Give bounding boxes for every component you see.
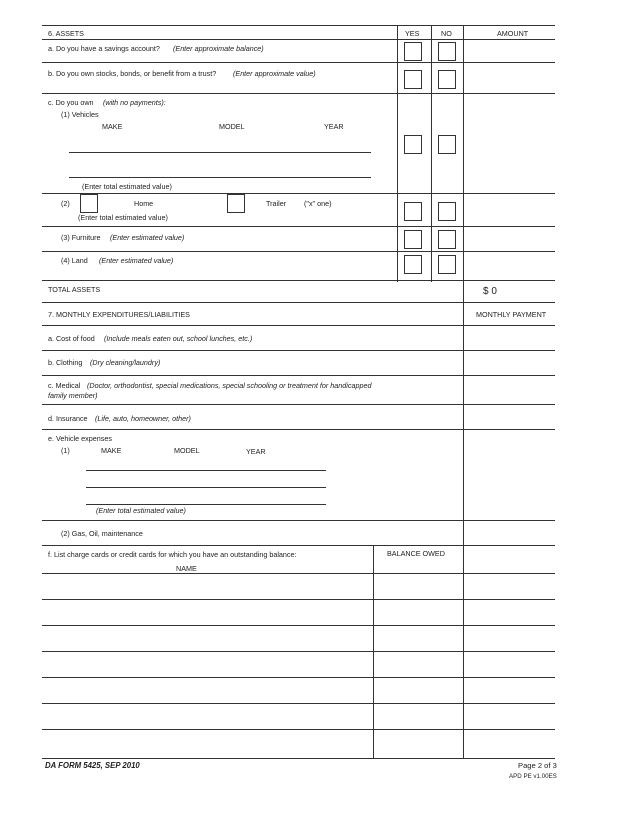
expense-total-hint: (Enter total estimated value) (96, 506, 186, 515)
food-label: a. Cost of food (48, 334, 95, 343)
bottom-border (42, 758, 555, 759)
vehicles-no-checkbox[interactable] (438, 135, 456, 154)
form-version: APD PE v1.00ES (509, 773, 557, 780)
vehicle-expenses-label: e. Vehicle expenses (48, 434, 112, 443)
card-row-5[interactable] (42, 677, 555, 678)
no-header: NO (441, 29, 452, 38)
expenditures-title: 7. MONTHLY EXPENDITURES/LIABILITIES (48, 310, 190, 319)
clothing-label: b. Clothing (48, 358, 83, 367)
yes-header: YES (405, 29, 420, 38)
amount-header: AMOUNT (497, 29, 529, 38)
card-row-1[interactable] (42, 573, 555, 574)
charge-cards-label: f. List charge cards or credit cards for which you have an outstanding balance: (48, 550, 297, 559)
total-assets-label: TOTAL ASSETS (48, 285, 101, 294)
row-divider (42, 193, 555, 194)
own-label: c. Do you own (48, 98, 94, 107)
monthly-payment-header: MONTHLY PAYMENT (476, 310, 547, 319)
top-border (42, 25, 555, 26)
card-row-3[interactable] (42, 625, 555, 626)
row-divider (42, 93, 555, 94)
land-yes-checkbox[interactable] (404, 255, 422, 274)
trailer-label: Trailer (266, 199, 287, 208)
home-checkbox[interactable] (80, 194, 98, 213)
home-total-hint: (Enter total estimated value) (78, 213, 168, 222)
vehicle-line-1[interactable] (69, 152, 371, 153)
row-divider (42, 62, 555, 63)
total-assets-value: $ 0 (483, 286, 497, 297)
furniture-label: (3) Furniture (61, 233, 101, 242)
row-divider (42, 520, 555, 521)
stocks-yes-checkbox[interactable] (404, 70, 422, 89)
furniture-hint: (Enter estimated value) (110, 233, 185, 242)
savings-yes-checkbox[interactable] (404, 42, 422, 61)
expense-vehicle-line-2[interactable] (86, 487, 326, 488)
card-row-7[interactable] (42, 729, 555, 730)
row-divider (42, 404, 555, 405)
insurance-label: d. Insurance (48, 414, 88, 423)
row-divider (42, 545, 555, 546)
home-trailer-number: (2) (61, 199, 70, 208)
yes-column-left (397, 25, 398, 282)
gas-oil-label: (2) Gas, Oil, maintenance (61, 529, 143, 538)
card-row-6[interactable] (42, 703, 555, 704)
land-label: (4) Land (61, 256, 88, 265)
vehicle-year-header: YEAR (324, 122, 344, 131)
vehicle-expense-number: (1) (61, 446, 70, 455)
yes-no-divider (431, 25, 432, 282)
insurance-hint: (Life, auto, homeowner, other) (95, 414, 191, 423)
x-one-label: ("x" one) (304, 199, 332, 208)
furniture-yes-checkbox[interactable] (404, 230, 422, 249)
row-divider (42, 302, 555, 303)
vehicles-yes-checkbox[interactable] (404, 135, 422, 154)
vehicle-make-header: MAKE (102, 122, 123, 131)
home-yes-checkbox[interactable] (404, 202, 422, 221)
furniture-no-checkbox[interactable] (438, 230, 456, 249)
form-id: DA FORM 5425, SEP 2010 (45, 761, 140, 770)
clothing-hint: (Dry cleaning/laundry) (90, 358, 161, 367)
expense-make-header: MAKE (101, 446, 122, 455)
home-label: Home (134, 199, 154, 208)
savings-label: a. Do you have a savings account? (48, 44, 160, 53)
row-divider (42, 280, 555, 281)
vehicle-line-2[interactable] (69, 177, 371, 178)
own-hint: (with no payments): (103, 98, 166, 107)
trailer-checkbox[interactable] (227, 194, 245, 213)
home-no-checkbox[interactable] (438, 202, 456, 221)
row-divider (42, 375, 555, 376)
card-row-2[interactable] (42, 599, 555, 600)
medical-hint-line-1: (Doctor, orthodontist, special medications, special schooling or treatment for handicapped (87, 381, 372, 390)
stocks-no-checkbox[interactable] (438, 70, 456, 89)
land-hint: (Enter estimated value) (99, 256, 174, 265)
vehicle-total-hint: (Enter total estimated value) (82, 182, 172, 191)
land-no-checkbox[interactable] (438, 255, 456, 274)
stocks-hint: (Enter approximate value) (233, 69, 316, 78)
row-divider (42, 39, 555, 40)
page-number: Page 2 of 3 (518, 761, 557, 770)
expense-year-header: YEAR (246, 447, 266, 456)
amount-column-left (463, 25, 464, 758)
expense-model-header: MODEL (174, 446, 200, 455)
card-row-4[interactable] (42, 651, 555, 652)
assets-title: 6. ASSETS (48, 29, 84, 38)
vehicle-model-header: MODEL (219, 122, 245, 131)
expense-vehicle-line-1[interactable] (86, 470, 326, 471)
savings-no-checkbox[interactable] (438, 42, 456, 61)
row-divider (42, 251, 555, 252)
row-divider (42, 226, 555, 227)
expense-vehicle-line-3[interactable] (86, 504, 326, 505)
medical-label: c. Medical (48, 381, 81, 390)
balance-owed-header: BALANCE OWED (387, 549, 445, 558)
name-header: NAME (176, 564, 197, 573)
savings-hint: (Enter approximate balance) (173, 44, 264, 53)
stocks-label: b. Do you own stocks, bonds, or benefit from a trust? (48, 69, 217, 78)
vehicles-label: (1) Vehicles (61, 110, 99, 119)
medical-hint-line-2: family member) (48, 391, 98, 400)
row-divider (42, 325, 555, 326)
row-divider (42, 350, 555, 351)
row-divider (42, 429, 555, 430)
food-hint: (Include meals eaten out, school lunches, etc.) (104, 334, 253, 343)
